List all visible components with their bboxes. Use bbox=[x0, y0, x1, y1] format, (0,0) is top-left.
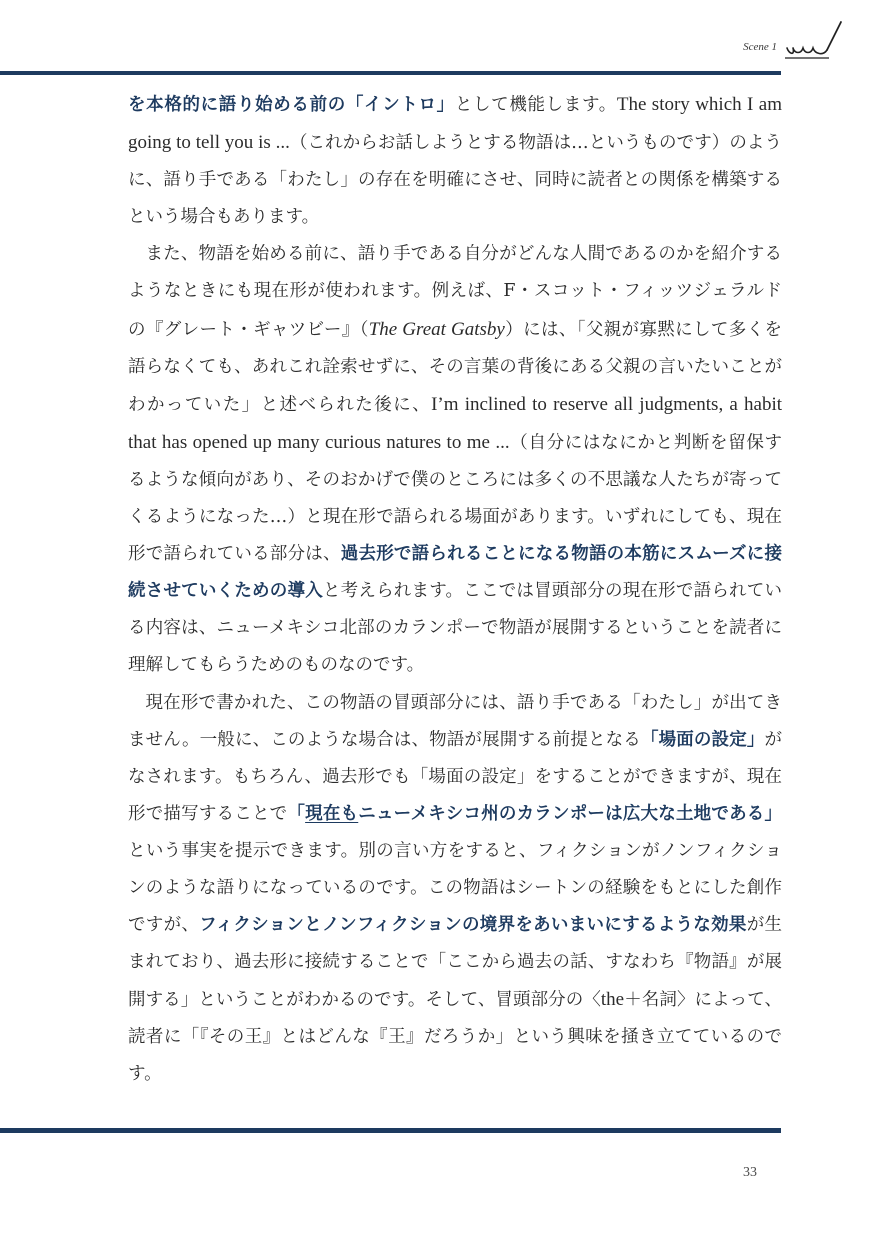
text-run: と考えられます。ここでは冒頭部分の現在形で語られている内容は、ニューメキシコ北部のカランポーで物語が展開するということを読者に理解してもらうためのものなのです。 bbox=[128, 581, 782, 676]
text-run: 現在形で書かれた、この物語の冒頭部分には、語り手である「わたし」が出てきません。一般に、このような場合は、物語が展開する前提となる bbox=[128, 692, 782, 750]
signature-pen-icon bbox=[783, 18, 845, 66]
highlight-phrase: 「場面の設定」 bbox=[640, 729, 765, 750]
highlight-phrase: フィクションとノンフィクションの境界をあいまいにするような効果 bbox=[199, 915, 747, 936]
english-quote: I’m inclined to reserve all judgments, a habit that has opened up many curious natures to me ... bbox=[128, 393, 783, 453]
english-word: the bbox=[600, 989, 625, 1011]
text-run: ＋名詞〉によって、読者に「『その王』とはどんな『王』だろうか」という興味を掻き立てているのです。 bbox=[128, 990, 782, 1085]
text-run: （自分にはなにかと判断を留保するような傾向があり、そのおかげで僕のところには多くの不思議な人たちが寄ってくるようになった…）と現在形で語られる場面があります。いずれにしても、現在形で語られている部分は、 bbox=[128, 432, 783, 565]
text-run: （これからお話しようとする物語は…というものです）のように、語り手である「わたし」の存在を明確にさせ、同時に読者との関係を構築するという場合もあります。 bbox=[128, 133, 783, 228]
page-number: 33 bbox=[743, 1165, 757, 1180]
section-label: Scene 1 bbox=[743, 41, 777, 53]
text-run: また、物語を始める前に、語り手である自分がどんな人間であるのかを紹介するようなときにも現在形が使われます。例えば、F・スコット・フィッツジェラルドの『グレート・ギャツビー』（ bbox=[128, 244, 782, 340]
text-run: という事実を提示できます。別の言い方をすると、フィクションがノンフィクションのような語りになっているのです。この物語はシートンの経験をもとにした創作ですが、 bbox=[128, 840, 782, 936]
highlight-phrase: 過去形で語られることになる物語の本筋にスムーズに接続させていくための導入 bbox=[128, 544, 782, 602]
footer-rule bbox=[0, 1128, 781, 1133]
main-text bbox=[128, 86, 782, 1094]
text-run: がなされます。もちろん、過去形でも「場面の設定」をすることができますが、現在形で描写することで bbox=[128, 729, 782, 824]
paragraph-1 bbox=[128, 86, 782, 236]
underlined-phrase: 現在も bbox=[305, 803, 359, 824]
highlight-phrase: ニューメキシコ州のカランポーは広大な土地である」 bbox=[358, 803, 783, 824]
english-quote: The story which I am going to tell you is ... bbox=[128, 94, 782, 154]
text-run: ）には、「父親が寡黙にして多くを語らなくても、あれこれ詮索せずに、その言葉の背後にある父親の言いたいことがわかっていた」と述べられた後に、 bbox=[128, 319, 782, 415]
text-run: として機能します。 bbox=[454, 95, 617, 115]
text-run: が生まれており、過去形に接続することで「ここから過去の話、すなわち『物語』が展開する」ということがわかるのです。そして、冒頭部分の〈 bbox=[128, 915, 782, 1011]
highlight-phrase: 「 bbox=[287, 803, 306, 824]
header-rule bbox=[0, 71, 781, 75]
paragraph-3 bbox=[128, 685, 782, 1094]
highlight-phrase: を本格的に語り始める前の「イントロ」 bbox=[128, 95, 455, 115]
paragraph-2 bbox=[128, 236, 782, 684]
book-title: The Great Gatsby bbox=[368, 318, 505, 340]
